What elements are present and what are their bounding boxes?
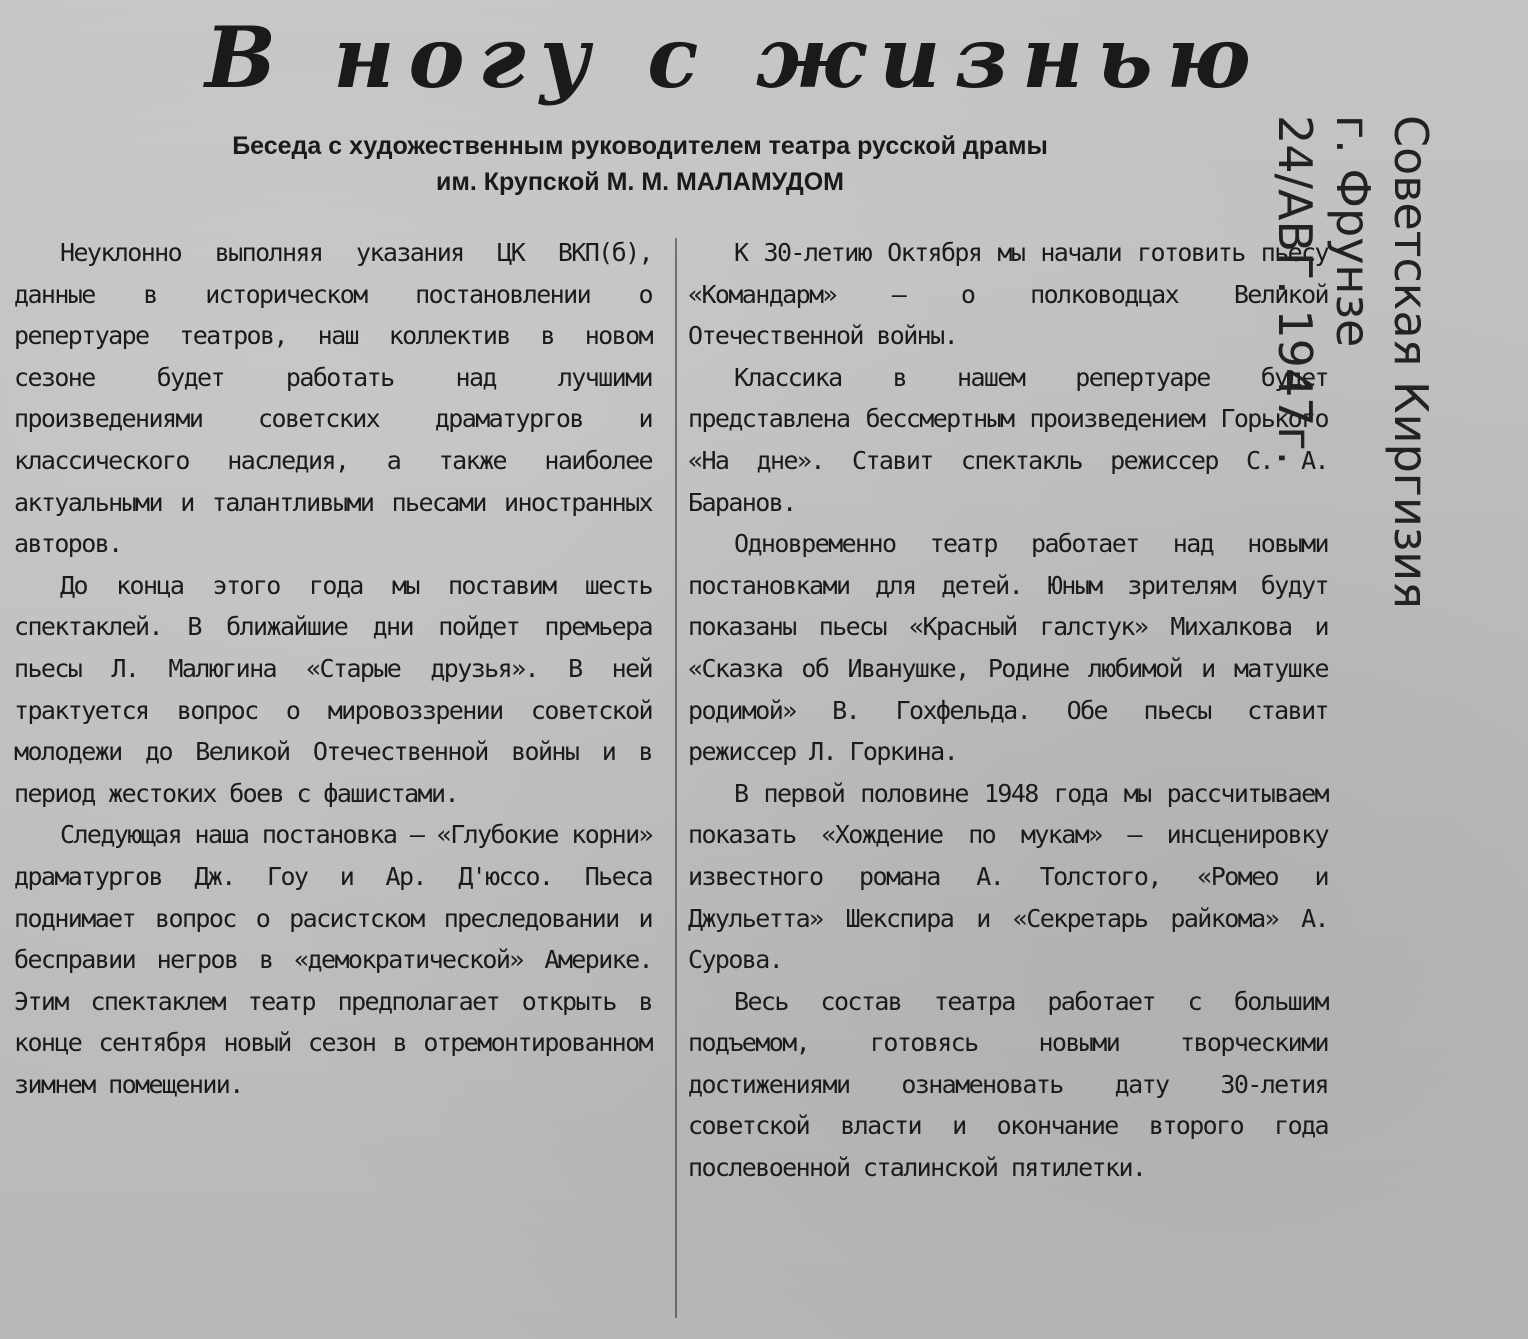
subtitle-line-2: им. Крупской М. М. МАЛАМУДОМ xyxy=(435,168,845,196)
paragraph: Неуклонно выполняя указания ЦК ВКП(б), данные в историческом постановлении о репертуаре театров, наш коллектив в новом сезоне будет работать над лучшими произведениями советских драматургов и классического наследия, а также наиболее актуальными и талантливыми пьесами иностранных авторов. xyxy=(14,238,652,559)
paragraph: К 30-летию Октября мы начали готовить пьесу «Командарм» — о полководцах Великой Отечественной войны. xyxy=(688,238,1328,351)
paragraph: Весь состав театра работает с большим подъемом, готовясь новыми творческими достижениями ознаменовать дату 30-летия советской власти и окончание второго года послевоенной сталинской пятилетки. xyxy=(688,986,1328,1183)
right-column xyxy=(688,232,1328,1189)
left-column xyxy=(14,232,652,1105)
paragraph: Одновременно театр работает над новыми постановками для детей. Юным зрителям будут показаны пьесы «Красный галстук» Михалкова и «Сказка об Иванушке, Родине любимой и матушке родимой» В. Гохфельда. Обе пьесы ставит режиссер Л. Горкина. xyxy=(688,529,1328,767)
note-date: 24/АВГ. 1947г. xyxy=(1268,115,1322,466)
column-divider xyxy=(675,238,677,1318)
note-newspaper-name: Советская Киргизия xyxy=(1384,115,1438,609)
paragraph: Следующая наша постановка — «Глубокие корни» драматургов Дж. Гоу и Ар. Д'юссо. Пьеса поднимает вопрос о расистском преследовании и бесправии негров в «демократической» Америке. Этим спектаклем театр предполагает открыть в конце сентября новый сезон в отремонтированном зимнем помещении. xyxy=(14,820,652,1099)
paragraph: В первой половине 1948 года мы рассчитываем показать «Хождение по мукам» — инсценировку известного романа А. Толстого, «Ромео и Джульетта» Шекспира и «Секретарь райкома» А. Сурова. xyxy=(688,778,1328,975)
paragraph: До конца этого года мы поставим шесть спектаклей. В ближайшие дни пойдет премьера пьесы Л. Малюгина «Старые друзья». В ней трактуется вопрос о мировоззрении советской молодежи до Великой Отечественной войны и в период жестоких боев с фашистами. xyxy=(14,570,652,808)
subtitle xyxy=(100,128,1180,200)
note-city: г. Фрунзе xyxy=(1326,115,1380,348)
headline: В ногу с жизнью xyxy=(205,8,1265,107)
handwritten-source-note xyxy=(1266,115,1440,609)
subtitle-line-1: Беседа с художественным руководителем театра русской драмы xyxy=(232,132,1048,160)
paragraph: Классика в нашем репертуаре будет представлена бессмертным произведением Горького «На дне». Ставит спектакль режиссер С. А. Баранов. xyxy=(688,362,1328,517)
